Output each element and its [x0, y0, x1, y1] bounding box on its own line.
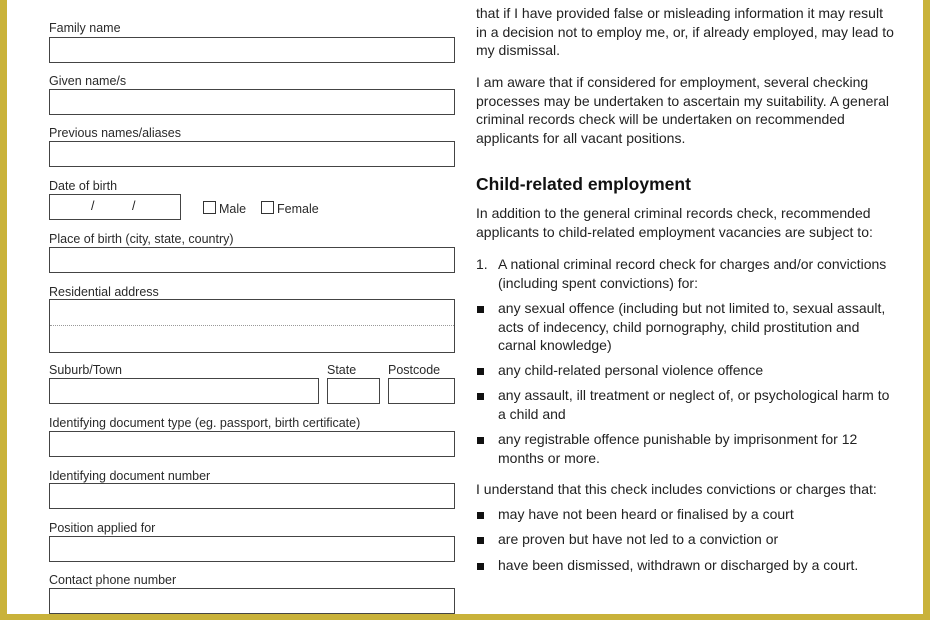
contact-phone-label: Contact phone number [49, 573, 177, 587]
given-names-field[interactable] [49, 89, 455, 115]
bullet-square-icon [477, 393, 484, 400]
position-label: Position applied for [49, 521, 156, 535]
declaration-paragraph-2: I am aware that if considered for employment, several checking processes may be undertaken to ascertain my suitability. A general criminal records check will be undertaken on recommended applicants for all vacant positions. [476, 74, 889, 146]
list-item-text: any registrable offence punishable by imprisonment for 12 months or more. [498, 431, 858, 466]
section-heading: Child-related employment [476, 174, 691, 194]
previous-names-field[interactable] [49, 141, 455, 167]
bullet-square-icon [477, 537, 484, 544]
place-of-birth-field[interactable] [49, 247, 455, 273]
list-item [476, 361, 896, 380]
dob-field[interactable] [49, 194, 181, 220]
bullet-square-icon [477, 563, 484, 570]
doc-type-field[interactable] [49, 431, 455, 457]
doc-type-label: Identifying document type (eg. passport, birth certificate) [49, 416, 361, 430]
position-field[interactable] [49, 536, 455, 562]
numbered-item [476, 255, 896, 292]
previous-names-label: Previous names/aliases [49, 126, 182, 140]
list-item [476, 430, 896, 467]
dob-separator-2: / [132, 199, 136, 213]
contact-phone-field[interactable] [49, 588, 455, 614]
list-item [476, 556, 896, 575]
declaration-paragraph-1: that if I have provided false or misleading information it may result in a decision not to employ me, or, if already employed, may lead to my dismissal. [476, 5, 894, 58]
bullet-square-icon [477, 368, 484, 375]
list-item-text: have been dismissed, withdrawn or discharged by a court. [498, 557, 859, 573]
bullet-square-icon [477, 512, 484, 519]
list-item-text: any sexual offence (including but not limited to, sexual assault, acts of indecency, child pornography, child prostitution and carnal knowledge) [498, 300, 886, 353]
list-item-text: may have not been heard or finalised by a court [498, 506, 794, 522]
list-item-text: are proven but have not led to a conviction or [498, 531, 779, 547]
state-field[interactable] [327, 378, 380, 404]
list-item-text: any assault, ill treatment or neglect of, or psychological harm to a child and [498, 387, 890, 422]
list-item [476, 505, 896, 524]
understand-paragraph: I understand that this check includes convictions or charges that: [476, 481, 877, 497]
address-divider [50, 325, 454, 326]
family-name-field[interactable] [49, 37, 455, 63]
suburb-label: Suburb/Town [49, 363, 122, 377]
list-item [476, 299, 896, 355]
residential-address-label: Residential address [49, 285, 159, 299]
numbered-item-marker: 1. [476, 256, 488, 272]
intro-paragraph: In addition to the general criminal records check, recommended applicants to child-related employment vacancies are subject to: [476, 205, 873, 240]
place-of-birth-label: Place of birth (city, state, country) [49, 232, 234, 246]
postcode-label: Postcode [388, 363, 441, 377]
male-checkbox[interactable] [203, 201, 216, 214]
doc-number-label: Identifying document number [49, 469, 211, 483]
list-item-text: any child-related personal violence offence [498, 362, 764, 378]
doc-number-field[interactable] [49, 483, 455, 509]
bullet-square-icon [477, 306, 484, 313]
form-page [7, 0, 923, 614]
list-item [476, 386, 896, 423]
list-item [476, 530, 896, 549]
dob-separator-1: / [91, 199, 95, 213]
suburb-field[interactable] [49, 378, 319, 404]
state-label: State [327, 363, 357, 377]
residential-address-field[interactable] [49, 299, 455, 353]
numbered-item-text: A national criminal record check for charges and/or convictions (including spent convictions) for: [498, 256, 887, 291]
female-checkbox[interactable] [261, 201, 274, 214]
postcode-field[interactable] [388, 378, 455, 404]
given-names-label: Given name/s [49, 74, 127, 88]
female-label: Female [277, 202, 319, 216]
dob-label: Date of birth [49, 179, 118, 193]
family-name-label: Family name [49, 21, 121, 35]
male-label: Male [219, 202, 247, 216]
bullet-square-icon [477, 437, 484, 444]
